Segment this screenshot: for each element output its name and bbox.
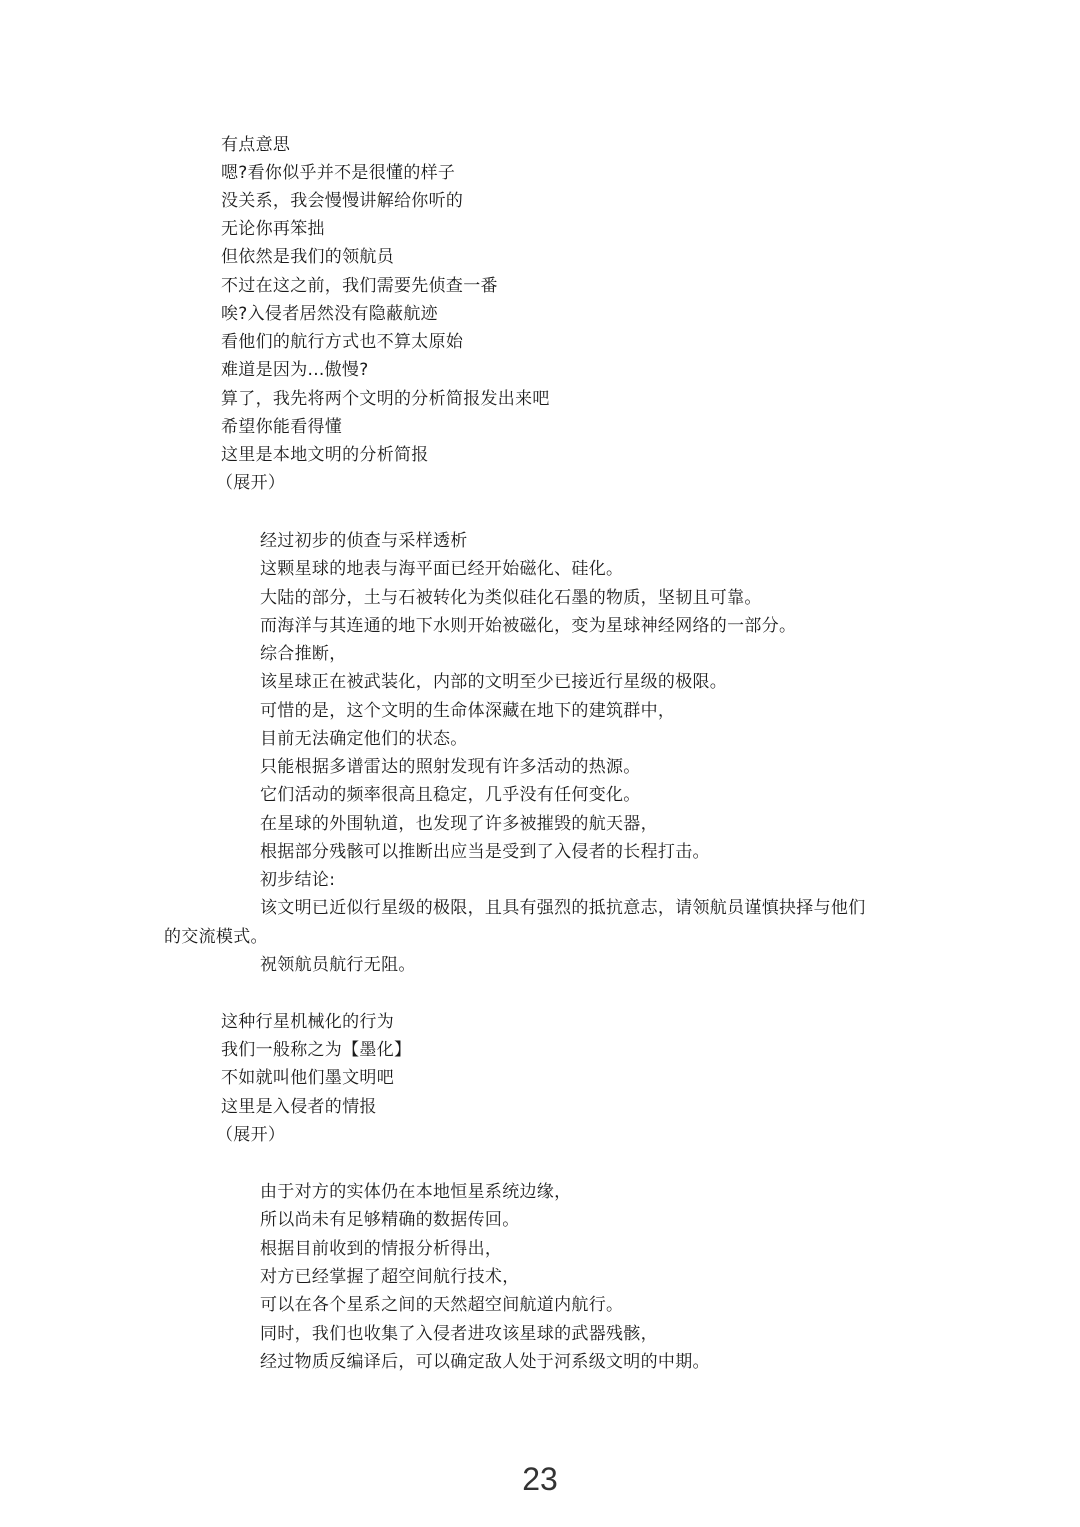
report-line: 它们活动的频率很高且稳定，几乎没有任何变化。 <box>260 785 641 805</box>
report-line: 大陆的部分，土与石被转化为类似硅化石墨的物质，坚韧且可靠。 <box>260 588 762 608</box>
report-line: 该星球正在被武装化，内部的文明至少已接近行星级的极限。 <box>260 672 728 692</box>
report-line: 祝领航员航行无阻。 <box>260 955 416 975</box>
report-line: 根据目前收到的情报分析得出， <box>260 1239 503 1259</box>
report-line: 只能根据多谱雷达的照射发现有许多活动的热源。 <box>260 757 641 777</box>
report-line: 可以在各个星系之间的天然超空间航道内航行。 <box>260 1295 624 1315</box>
dialogue-line: 唉?入侵者居然没有隐蔽航迹 <box>221 304 438 324</box>
report-line: 综合推断， <box>260 644 347 664</box>
dialogue-line: 看他们的航行方式也不算太原始 <box>221 332 464 352</box>
report-line: 对方已经掌握了超空间航行技术， <box>260 1267 520 1287</box>
dialogue-line: 难道是因为...傲慢? <box>221 360 369 380</box>
dialogue-line: 这种行星机械化的行为 <box>221 1012 394 1032</box>
page-number: 23 <box>522 1461 558 1497</box>
report-line: 经过初步的侦查与采样透析 <box>260 531 468 551</box>
expand-label[interactable]: （展开） <box>216 473 286 493</box>
report-line: 这颗星球的地表与海平面已经开始磁化、硅化。 <box>260 559 624 579</box>
report-line: 所以尚未有足够精确的数据传回。 <box>260 1210 520 1230</box>
dialogue-line: 不过在这之前，我们需要先侦查一番 <box>221 276 498 296</box>
report-line: 根据部分残骸可以推断出应当是受到了入侵者的长程打击。 <box>260 842 710 862</box>
dialogue-line: 我们一般称之为【墨化】 <box>221 1040 412 1060</box>
expand-label[interactable]: （展开） <box>216 1125 286 1145</box>
report-line: 目前无法确定他们的状态。 <box>260 729 468 749</box>
report-line: 由于对方的实体仍在本地恒星系统边缘， <box>260 1182 572 1202</box>
dialogue-line: 算了，我先将两个文明的分析简报发出来吧 <box>221 389 550 409</box>
dialogue-line: 没关系，我会慢慢讲解给你听的 <box>221 191 464 211</box>
dialogue-line: 嗯?看你似乎并不是很懂的样子 <box>221 163 456 183</box>
dialogue-line: 不如就叫他们墨文明吧 <box>221 1068 394 1088</box>
report-line: 可惜的是，这个文明的生命体深藏在地下的建筑群中， <box>260 701 676 721</box>
report-line: 在星球的外围轨道，也发现了许多被摧毁的航天器， <box>260 814 658 834</box>
dialogue-line: 但依然是我们的领航员 <box>221 247 394 267</box>
report-line: 同时，我们也收集了入侵者进攻该星球的武器残骸， <box>260 1324 658 1344</box>
dialogue-line: 希望你能看得懂 <box>221 417 343 437</box>
report-line: 该文明已近似行星级的极限，且具有强烈的抵抗意志，请领航员谨慎抉择与他们 <box>260 898 866 918</box>
report-line: 初步结论: <box>260 870 336 890</box>
dialogue-line: 有点意思 <box>221 135 291 155</box>
report-line: 而海洋与其连通的地下水则开始被磁化，变为星球神经网络的一部分。 <box>260 616 797 636</box>
dialogue-line: 无论你再笨拙 <box>221 219 325 239</box>
dialogue-line: 这里是本地文明的分析简报 <box>221 445 429 465</box>
dialogue-line: 这里是入侵者的情报 <box>221 1097 377 1117</box>
report-line: 的交流模式。 <box>164 927 268 947</box>
report-line: 经过物质反编译后，可以确定敌人处于河系级文明的中期。 <box>260 1352 710 1372</box>
